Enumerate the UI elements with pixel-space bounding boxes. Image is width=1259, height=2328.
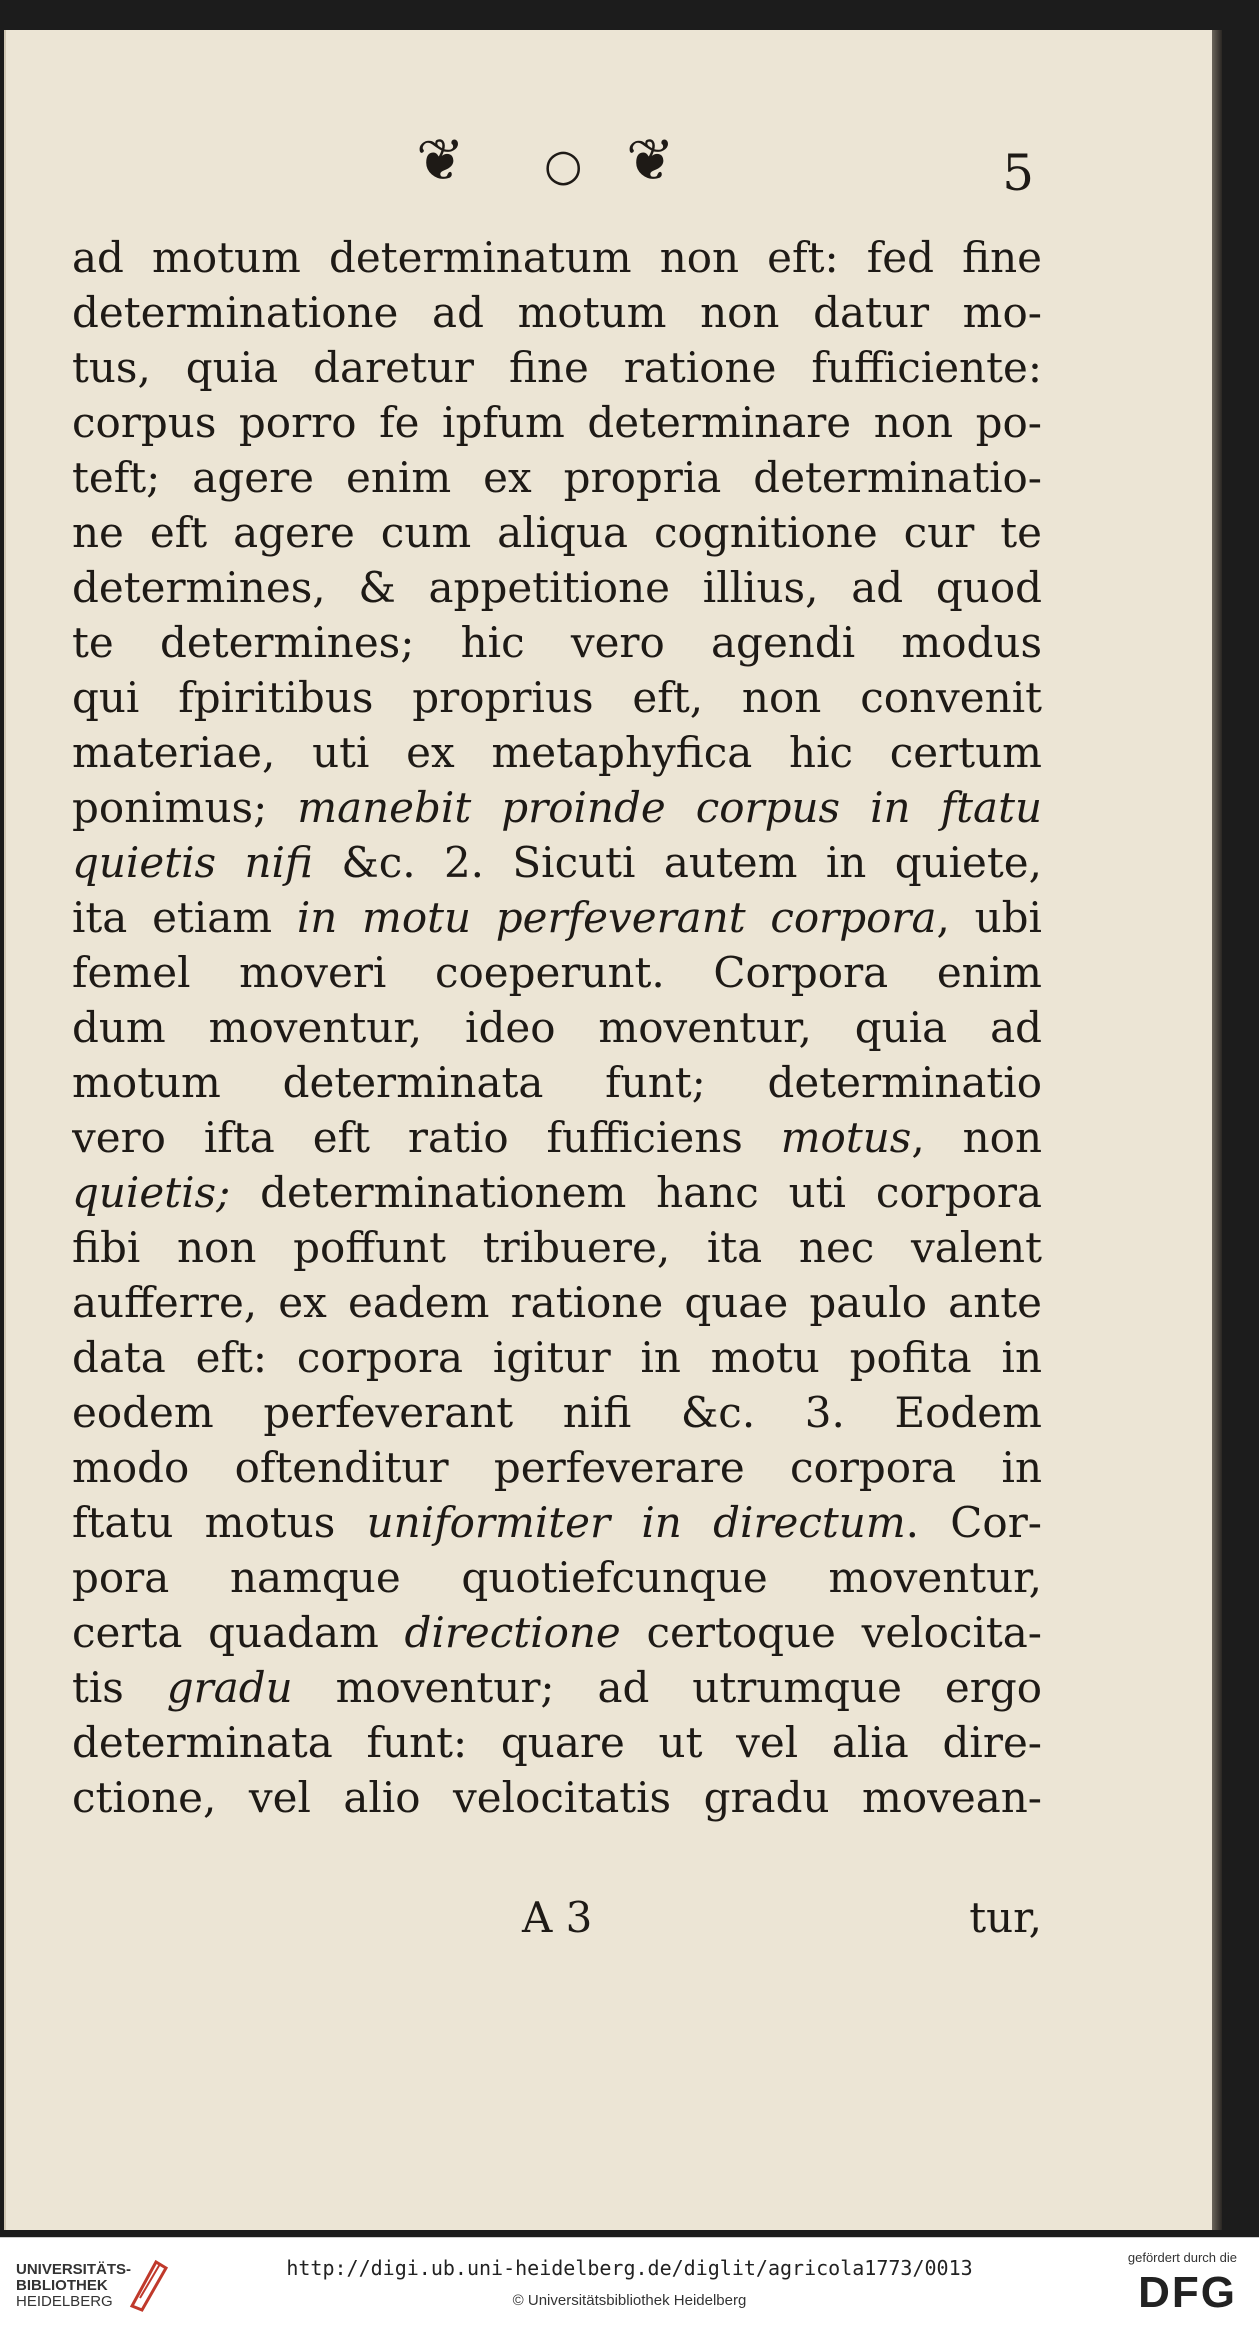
text-line — [72, 1440, 1042, 1495]
text-segment: ita etiam — [72, 893, 297, 942]
text-line — [72, 1330, 1042, 1385]
text-segment: , non — [911, 1113, 1042, 1162]
text-segment: corpus porro fe ipfum determinare non po- — [72, 398, 1042, 447]
text-segment: ctione, vel alio velocitatis gradu movean- — [72, 1773, 1042, 1822]
text-line — [72, 1385, 1042, 1440]
text-line — [72, 1495, 1042, 1550]
italic-text: manebit proinde corpus in ftatu — [297, 783, 1042, 832]
text-line — [72, 1000, 1042, 1055]
text-line — [72, 1715, 1042, 1770]
text-segment: determines, & appetitione illius, ad quod — [72, 563, 1042, 612]
text-line — [72, 1220, 1042, 1275]
text-line — [72, 450, 1042, 505]
text-line — [72, 1055, 1042, 1110]
text-line — [72, 1165, 1042, 1220]
text-line — [72, 285, 1042, 340]
text-segment: data eft: corpora igitur in motu pofita in — [72, 1333, 1042, 1382]
text-line — [72, 1110, 1042, 1165]
text-line — [72, 945, 1042, 1000]
text-segment: . Cor- — [905, 1498, 1042, 1547]
text-segment: certoque velocita- — [620, 1608, 1042, 1657]
text-line — [72, 835, 1042, 890]
text-segment: tus, quia daretur fine ratione fufficiente: — [72, 343, 1042, 392]
text-line — [72, 890, 1042, 945]
text-segment: ne eft agere cum aliqua cognitione cur te — [72, 508, 1042, 557]
fleuron-right-icon: ❦ — [626, 126, 675, 194]
text-line — [72, 780, 1042, 835]
text-segment: determinatione ad motum non datur mo- — [72, 288, 1042, 337]
text-segment: vero ifta eft ratio fufficiens — [72, 1113, 781, 1162]
book-page — [4, 30, 1214, 2230]
body-text — [72, 230, 1042, 1825]
text-segment: te determines; hic vero agendi modus — [72, 618, 1042, 667]
page-number: 5 — [1002, 144, 1034, 202]
text-line — [72, 340, 1042, 395]
signature-mark: A 3 — [522, 1893, 593, 1942]
logo-line: HEIDELBERG — [16, 2293, 113, 2310]
text-segment: materiae, uti ex metaphyfica hic certum — [72, 728, 1042, 777]
text-segment: moventur; ad utrumque ergo — [292, 1663, 1042, 1712]
text-segment: femel moveri coeperunt. Corpora enim — [72, 948, 1042, 997]
text-segment: certa quadam — [72, 1608, 405, 1657]
funding-note: gefördert durch die — [1127, 2250, 1237, 2265]
text-line — [72, 670, 1042, 725]
text-segment: motum determinata funt; determinatio — [72, 1058, 1042, 1107]
page-footer — [72, 1890, 1042, 1945]
text-segment: ad motum determinatum non eft: fed fine — [72, 233, 1042, 282]
dfg-logo[interactable]: DFG — [1138, 2268, 1237, 2317]
text-line — [72, 1550, 1042, 1605]
italic-text: quietis nifi — [72, 838, 313, 887]
text-segment: , ubi — [936, 893, 1042, 942]
text-segment: &c. 2. Sicuti autem in quiete, — [312, 838, 1042, 887]
text-segment: modo oftenditur perfeverare corpora in — [72, 1443, 1042, 1492]
text-segment: tis — [72, 1663, 167, 1712]
document-url-link[interactable]: http://digi.ub.uni-heidelberg.de/diglit/agricola1773/0013 — [286, 2256, 973, 2280]
text-line — [72, 1275, 1042, 1330]
catchword: tur, — [969, 1893, 1042, 1942]
text-line — [72, 505, 1042, 560]
text-segment: qui fpiritibus proprius eft, non convenit — [72, 673, 1042, 722]
italic-text: motus — [780, 1113, 912, 1162]
page-edge-shadow — [1212, 30, 1222, 2230]
text-segment: eodem perfeverant nifi &c. 3. Eodem — [72, 1388, 1042, 1437]
italic-text: in motu perfeverant corpora — [296, 893, 937, 942]
text-segment: pora namque quotiefcunque moventur, — [72, 1553, 1042, 1602]
text-segment: teft; agere enim ex propria determinatio- — [72, 453, 1042, 502]
italic-text: quietis; — [72, 1168, 231, 1217]
italic-text: gradu — [166, 1663, 293, 1712]
text-segment: determinata funt: quare ut vel alia dire- — [72, 1718, 1042, 1767]
viewer-footer-bar — [0, 2237, 1259, 2328]
text-segment: ponimus; — [72, 783, 298, 832]
text-line — [72, 1770, 1042, 1825]
italic-text: directione — [404, 1608, 621, 1657]
text-line — [72, 1605, 1042, 1660]
text-segment: determinationem hanc uti corpora — [230, 1168, 1042, 1217]
logo-line: BIBLIOTHEK — [16, 2277, 108, 2294]
text-segment: dum moventur, ideo moventur, quia ad — [72, 1003, 1042, 1052]
text-line — [72, 1660, 1042, 1715]
circle-ornament-icon: ○ — [544, 140, 583, 191]
logo-line: UNIVERSITÄTS- — [16, 2261, 132, 2278]
copyright-notice: © Universitätsbibliothek Heidelberg — [512, 2292, 747, 2309]
fleuron-left-icon: ❦ — [416, 126, 465, 194]
page-header — [6, 126, 1214, 210]
text-line — [72, 230, 1042, 285]
text-line — [72, 560, 1042, 615]
text-line — [72, 725, 1042, 780]
text-line — [72, 615, 1042, 670]
text-segment: aufferre, ex eadem ratione quae paulo ante — [72, 1278, 1042, 1327]
text-line — [72, 395, 1042, 450]
text-segment: fibi non poffunt tribuere, ita nec valent — [72, 1223, 1042, 1272]
italic-text: uniformiter in directum — [366, 1498, 906, 1547]
text-segment: ftatu motus — [72, 1498, 367, 1547]
